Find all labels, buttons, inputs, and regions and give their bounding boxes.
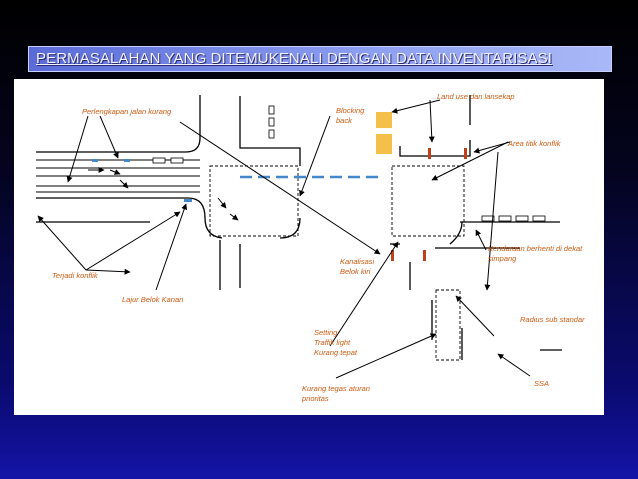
slide-title: PERMASALAHAN YANG DITEMUKENALI DENGAN DATA INVENTARISASI xyxy=(36,50,552,67)
buildings xyxy=(376,112,392,154)
label-setting-1: Setting xyxy=(314,328,338,337)
traffic-arrows xyxy=(88,170,238,220)
label-lajur-belok: Lajur Belok Kanan xyxy=(122,295,184,304)
label-blocking-1: Blocking xyxy=(336,106,365,115)
label-setting-3: Kurang tepat xyxy=(314,348,357,357)
label-setting-2: Traffik light xyxy=(314,338,351,347)
label-radius: Radius sub standar xyxy=(520,315,585,324)
road-edges xyxy=(36,95,562,360)
west-lane-lines xyxy=(36,160,200,192)
label-kanalisasi-2: Belok kiri xyxy=(340,267,371,276)
label-kurang-2: prioritas xyxy=(302,394,329,403)
label-perlengkapan: Perlengkapan jalan kurang xyxy=(82,107,172,116)
label-blocking-2: back xyxy=(336,116,352,125)
label-kurang-1: Kurang tegas aturan xyxy=(302,384,370,393)
label-kendaraan-2: simpang xyxy=(488,254,517,263)
label-area-konflik: Area titik konflik xyxy=(508,139,561,148)
label-land-use: Land use dan lansekap xyxy=(437,92,515,101)
label-kendaraan-1: Kendaraan berhenti di dekat xyxy=(488,244,583,253)
traffic-signals xyxy=(391,148,467,261)
label-ssa: SSA xyxy=(534,379,550,388)
lane-markers xyxy=(92,159,192,202)
label-terjadi-konflik: Terjadi konflik xyxy=(52,271,98,280)
callout-arrows xyxy=(38,100,530,378)
label-kanalisasi-1: Kanalisasi xyxy=(340,257,375,266)
